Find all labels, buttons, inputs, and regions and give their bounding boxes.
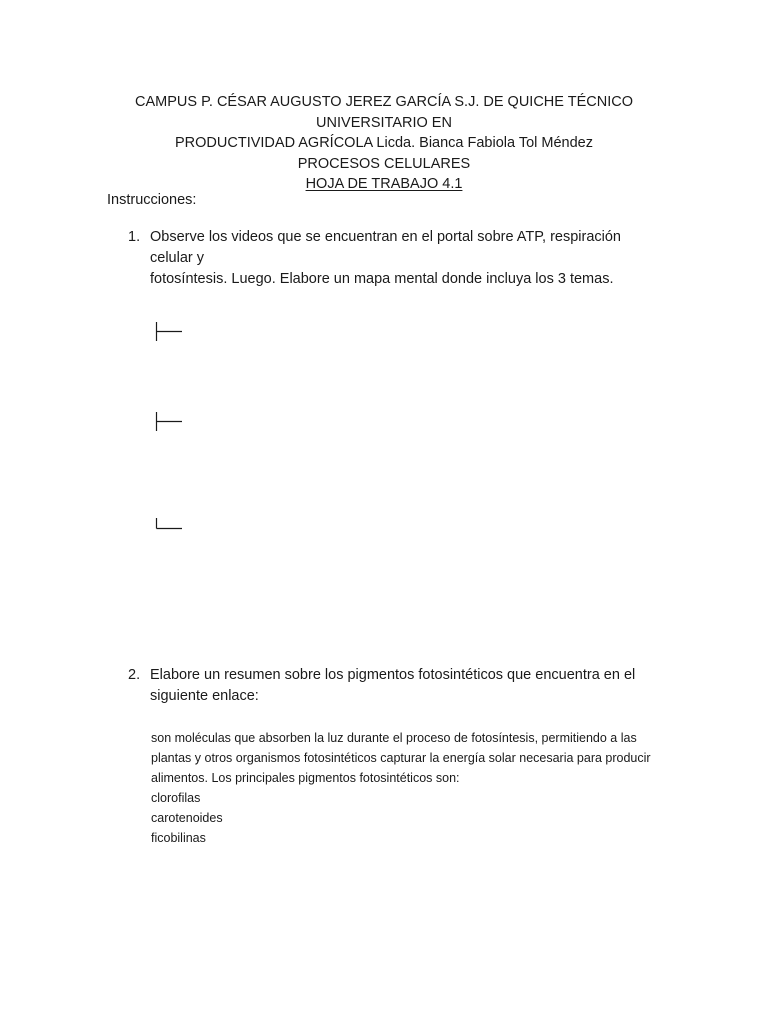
item-text-line: Observe los videos que se encuentran en el portal sobre ATP, respiración celular y	[150, 229, 621, 266]
mindmap-branch-connector-2	[155, 412, 183, 430]
header-program-line: PRODUCTIVIDAD AGRÍCOLA Licda. Bianca Fabiola Tol Méndez	[175, 135, 593, 151]
pigments-summary	[151, 728, 671, 848]
pigment-list	[151, 788, 671, 848]
mindmap-branch-connector-3	[155, 516, 183, 534]
worksheet-title: HOJA DE TRABAJO 4.1	[305, 176, 463, 192]
summary-line: alimentos. Los principales pigmentos fotosintéticos son:	[151, 771, 460, 785]
item-text-line: fotosíntesis. Luego. Elabore un mapa mental donde incluya los 3 temas.	[150, 271, 614, 287]
instructions-label: Instrucciones:	[107, 192, 197, 208]
item-text	[150, 227, 665, 290]
item-text	[150, 665, 665, 707]
header-institution-line: CAMPUS P. CÉSAR AUGUSTO JEREZ GARCÍA S.J. DE QUICHE TÉCNICO UNIVERSITARIO EN	[135, 94, 633, 131]
mindmap-branch-connector-1	[155, 322, 183, 340]
summary-line: plantas y otros organismos fotosintéticos capturar la energía solar necesaria para producir	[151, 751, 651, 765]
pigment-item: carotenoides	[151, 811, 223, 825]
item-text-line: Elabore un resumen sobre los pigmentos fotosintéticos que encuentra en el	[150, 667, 636, 683]
summary-line: son moléculas que absorben la luz durante el proceso de fotosíntesis, permitiendo a las	[151, 731, 637, 745]
item-number: 1.	[128, 229, 141, 245]
pigment-item: ficobilinas	[151, 831, 206, 845]
item-number: 2.	[128, 667, 141, 683]
pigment-item: clorofilas	[151, 791, 201, 805]
header-course-title: PROCESOS CELULARES	[297, 155, 471, 172]
document-header	[100, 92, 668, 195]
item-text-line: siguiente enlace:	[150, 688, 259, 704]
